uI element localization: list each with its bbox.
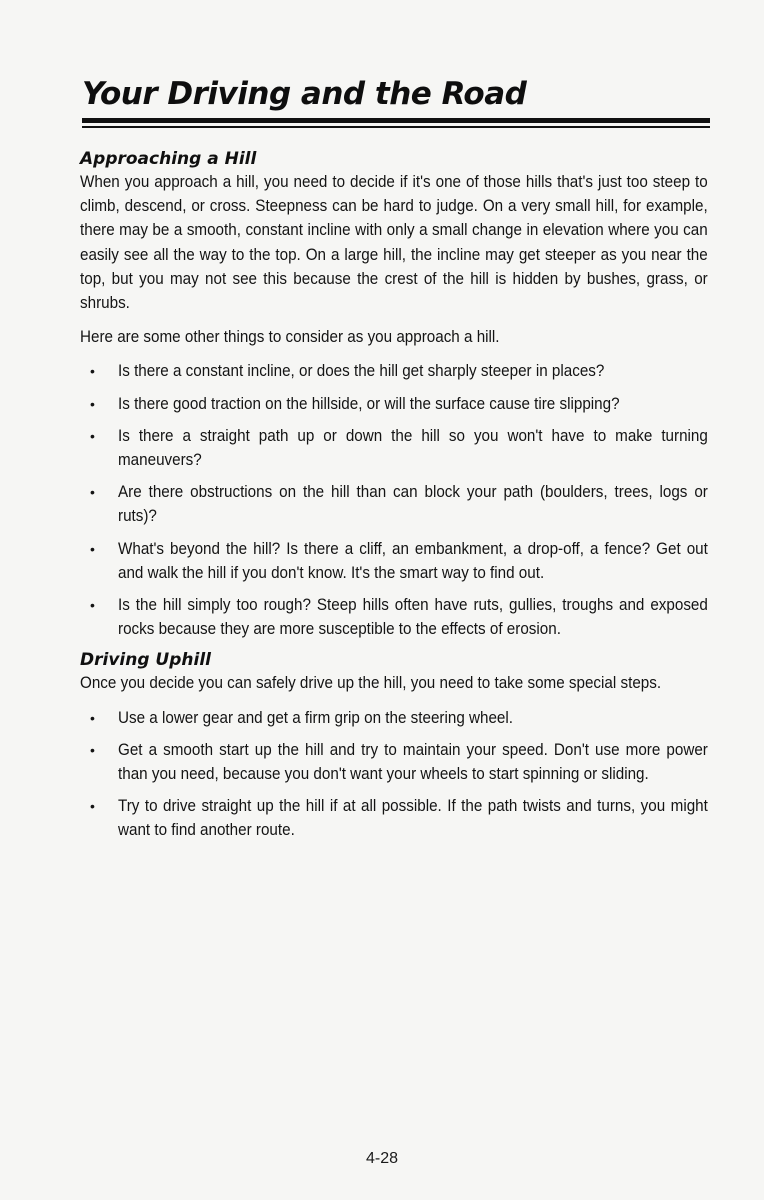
section-approaching-a-hill [80, 148, 710, 641]
bullet-icon: • [90, 798, 95, 815]
list-item: • Is there good traction on the hillside, or will the surface cause tire slipping? [80, 392, 710, 416]
list-item: • Is there a straight path up or down the hill so you won't have to make turning maneuvers? [80, 424, 710, 472]
list-item: • Are there obstructions on the hill than can block your path (boulders, trees, logs or ruts)? [80, 480, 710, 528]
paragraph: Once you decide you can safely drive up the hill, you need to take some special steps. [80, 674, 662, 693]
bullet-icon: • [90, 427, 95, 444]
list-item: • Is the hill simply too rough? Steep hills often have ruts, gullies, troughs and exposed rocks because they are more susceptible to the effects of erosion. [80, 593, 710, 641]
bullet-icon: • [90, 540, 95, 557]
section-driving-uphill [80, 649, 710, 842]
bullet-icon: • [90, 741, 95, 758]
list-item: • Get a smooth start up the hill and try to maintain your speed. Don't use more power than you need, because you don't want your wheels to start spinning or sliding. [80, 738, 710, 786]
bullet-icon: • [90, 484, 95, 501]
section-heading: Driving Uphill [80, 650, 211, 671]
title-rule-thin [82, 126, 710, 128]
bullet-icon: • [90, 363, 95, 380]
chapter-title: Your Driving and the Road [82, 76, 527, 112]
list-item: • Is there a constant incline, or does the hill get sharply steeper in places? [80, 359, 710, 383]
list-item: • Use a lower gear and get a firm grip on the steering wheel. [80, 706, 710, 730]
bullet-icon: • [90, 395, 95, 412]
list-item: • Try to drive straight up the hill if at all possible. If the path twists and turns, you might want to find another route. [80, 794, 710, 842]
list-item: • What's beyond the hill? Is there a cliff, an embankment, a drop-off, a fence? Get out and walk the hill if you don't know. It's the smart way to find out. [80, 537, 710, 585]
section-heading: Approaching a Hill [80, 149, 257, 169]
paragraph: Here are some other things to consider as you approach a hill. [80, 328, 500, 347]
bullet-list [80, 359, 710, 641]
paragraph: When you approach a hill, you need to decide if it's one of those hills that's just too steep to climb, descend, or cross. Steepness can be hard to judge. On a very small hill, for example, there may be a smooth, constant incline with only a small change in elevation where you can easily see all the way to the top. On a large hill, the incline may get steeper as you near the top, but you may not see this because the crest of the hill is hidden by bushes, grass, or shrubs. [80, 173, 708, 313]
title-rule [82, 118, 710, 123]
bullet-icon: • [90, 597, 95, 614]
bullet-list [80, 706, 710, 843]
bullet-icon: • [90, 709, 95, 726]
page-number: 4-28 [365, 1150, 399, 1167]
page-content [80, 148, 710, 851]
